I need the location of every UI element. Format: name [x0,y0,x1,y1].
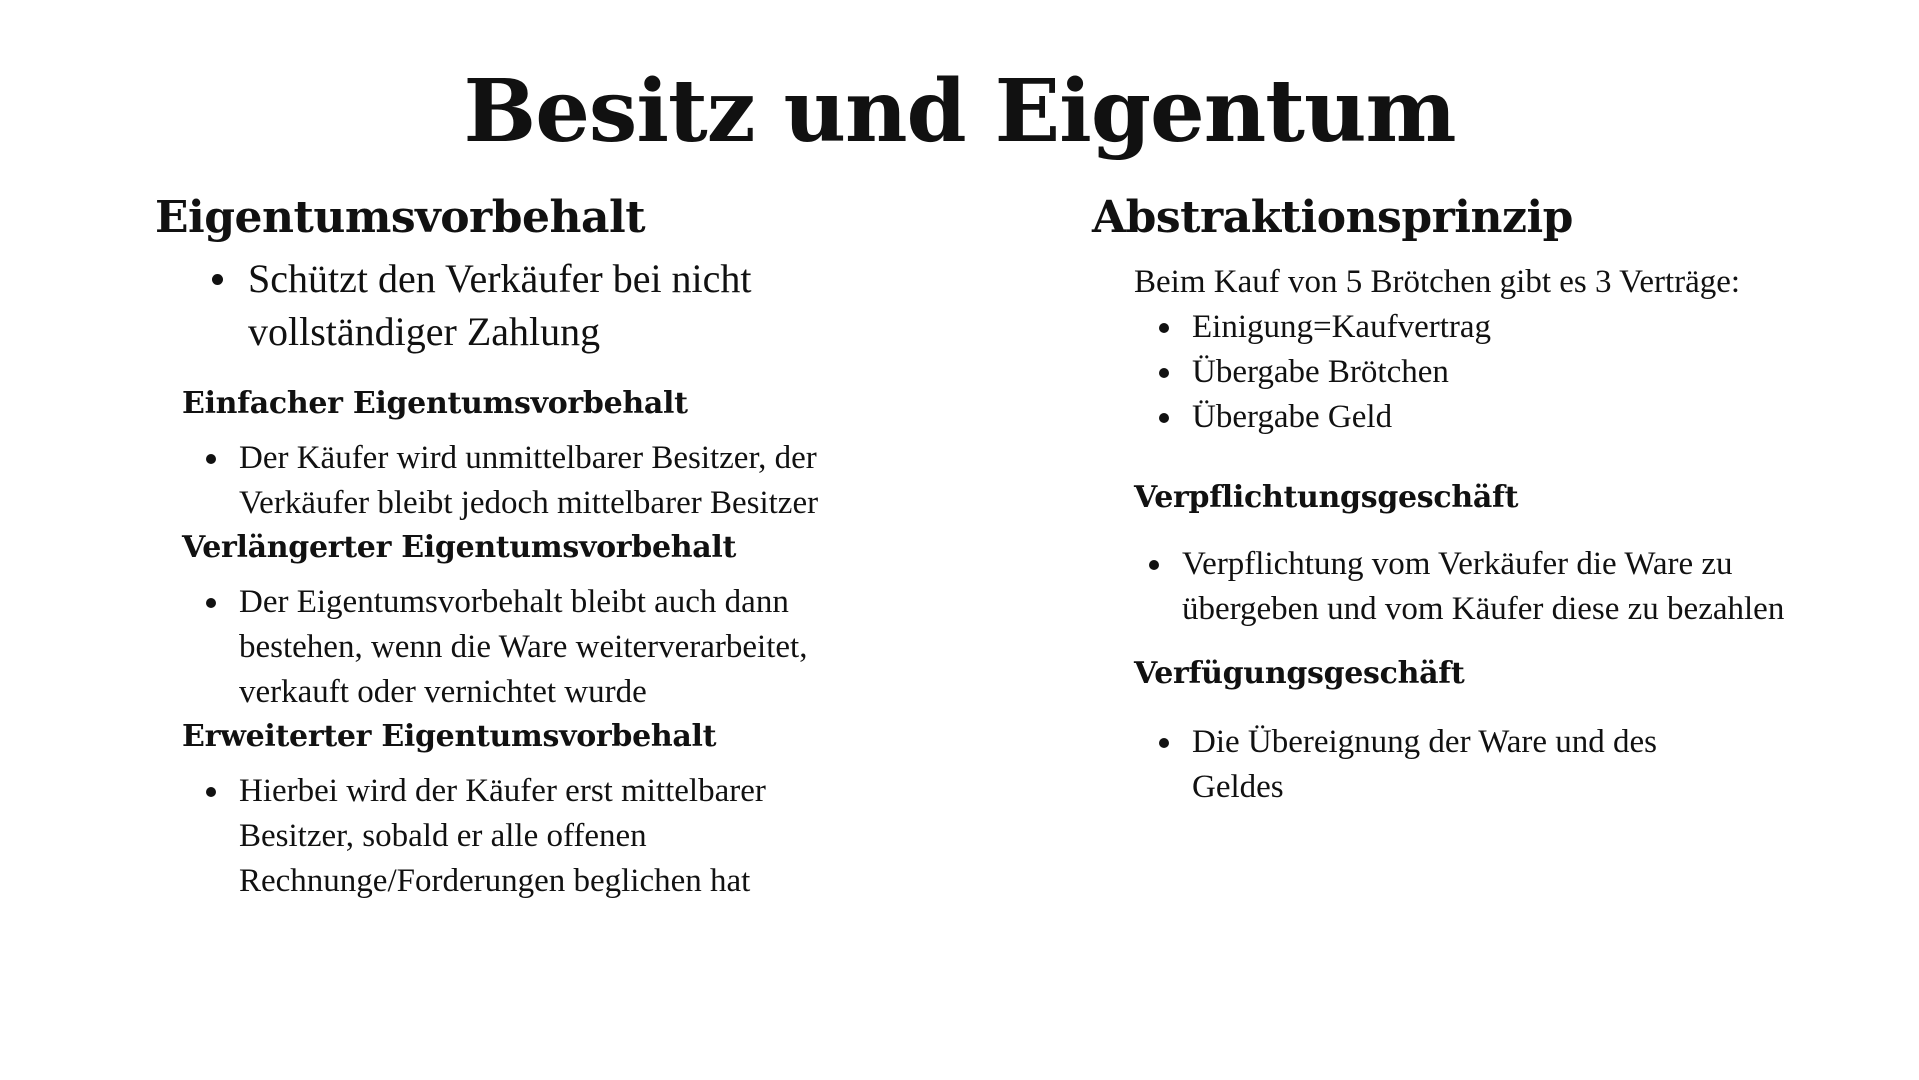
erweiterter-list [239,769,869,904]
subheading-verfuegungsgeschaeft: Verfügungsgeschäft [1134,656,1465,691]
intro-list [248,252,808,358]
list-item: Hierbei wird der Käufer erst mittelbarer Besitzer, sobald er alle offenen Rechnunge/Forderungen beglichen hat [239,769,869,904]
subheading-erweiterter: Erweiterter Eigentumsvorbehalt [182,719,717,754]
verlaengerter-list [239,580,869,715]
right-column [1092,190,1852,810]
subheading-verpflichtungsgeschaeft: Verpflichtungsgeschäft [1134,480,1519,515]
list-item: Verpflichtung vom Verkäufer die Ware zu übergeben und vom Käufer diese zu bezahlen [1182,542,1842,632]
list-item: Übergabe Brötchen [1192,350,1832,395]
list-item: Die Übereignung der Ware und des Geldes [1192,720,1752,810]
intro-text: Beim Kauf von 5 Brötchen gibt es 3 Verträge: [1134,264,1741,300]
list-item: Der Käufer wird unmittelbarer Besitzer, der Verkäufer bleibt jedoch mittelbarer Besitzer [239,436,869,526]
verpflichtung-list [1182,542,1842,632]
list-item: Einigung=Kaufvertrag [1192,305,1832,350]
page-title: Besitz und Eigentum [463,61,1456,162]
list-item: Übergabe Geld [1192,395,1832,440]
section-heading-eigentumsvorbehalt: Eigentumsvorbehalt [155,192,646,243]
list-item: Schützt den Verkäufer bei nicht vollständiger Zahlung [248,252,808,358]
vertraege-list [1192,305,1832,440]
verfuegung-list [1192,720,1752,810]
subheading-verlaengerter: Verlängerter Eigentumsvorbehalt [182,530,737,565]
einfacher-list [239,436,869,526]
left-column [155,190,915,904]
section-heading-abstraktionsprinzip: Abstraktionsprinzip [1092,192,1573,243]
list-item: Der Eigentumsvorbehalt bleibt auch dann bestehen, wenn die Ware weiterverarbeitet, verkauft oder vernichtet wurde [239,580,869,715]
subheading-einfacher: Einfacher Eigentumsvorbehalt [182,386,688,421]
